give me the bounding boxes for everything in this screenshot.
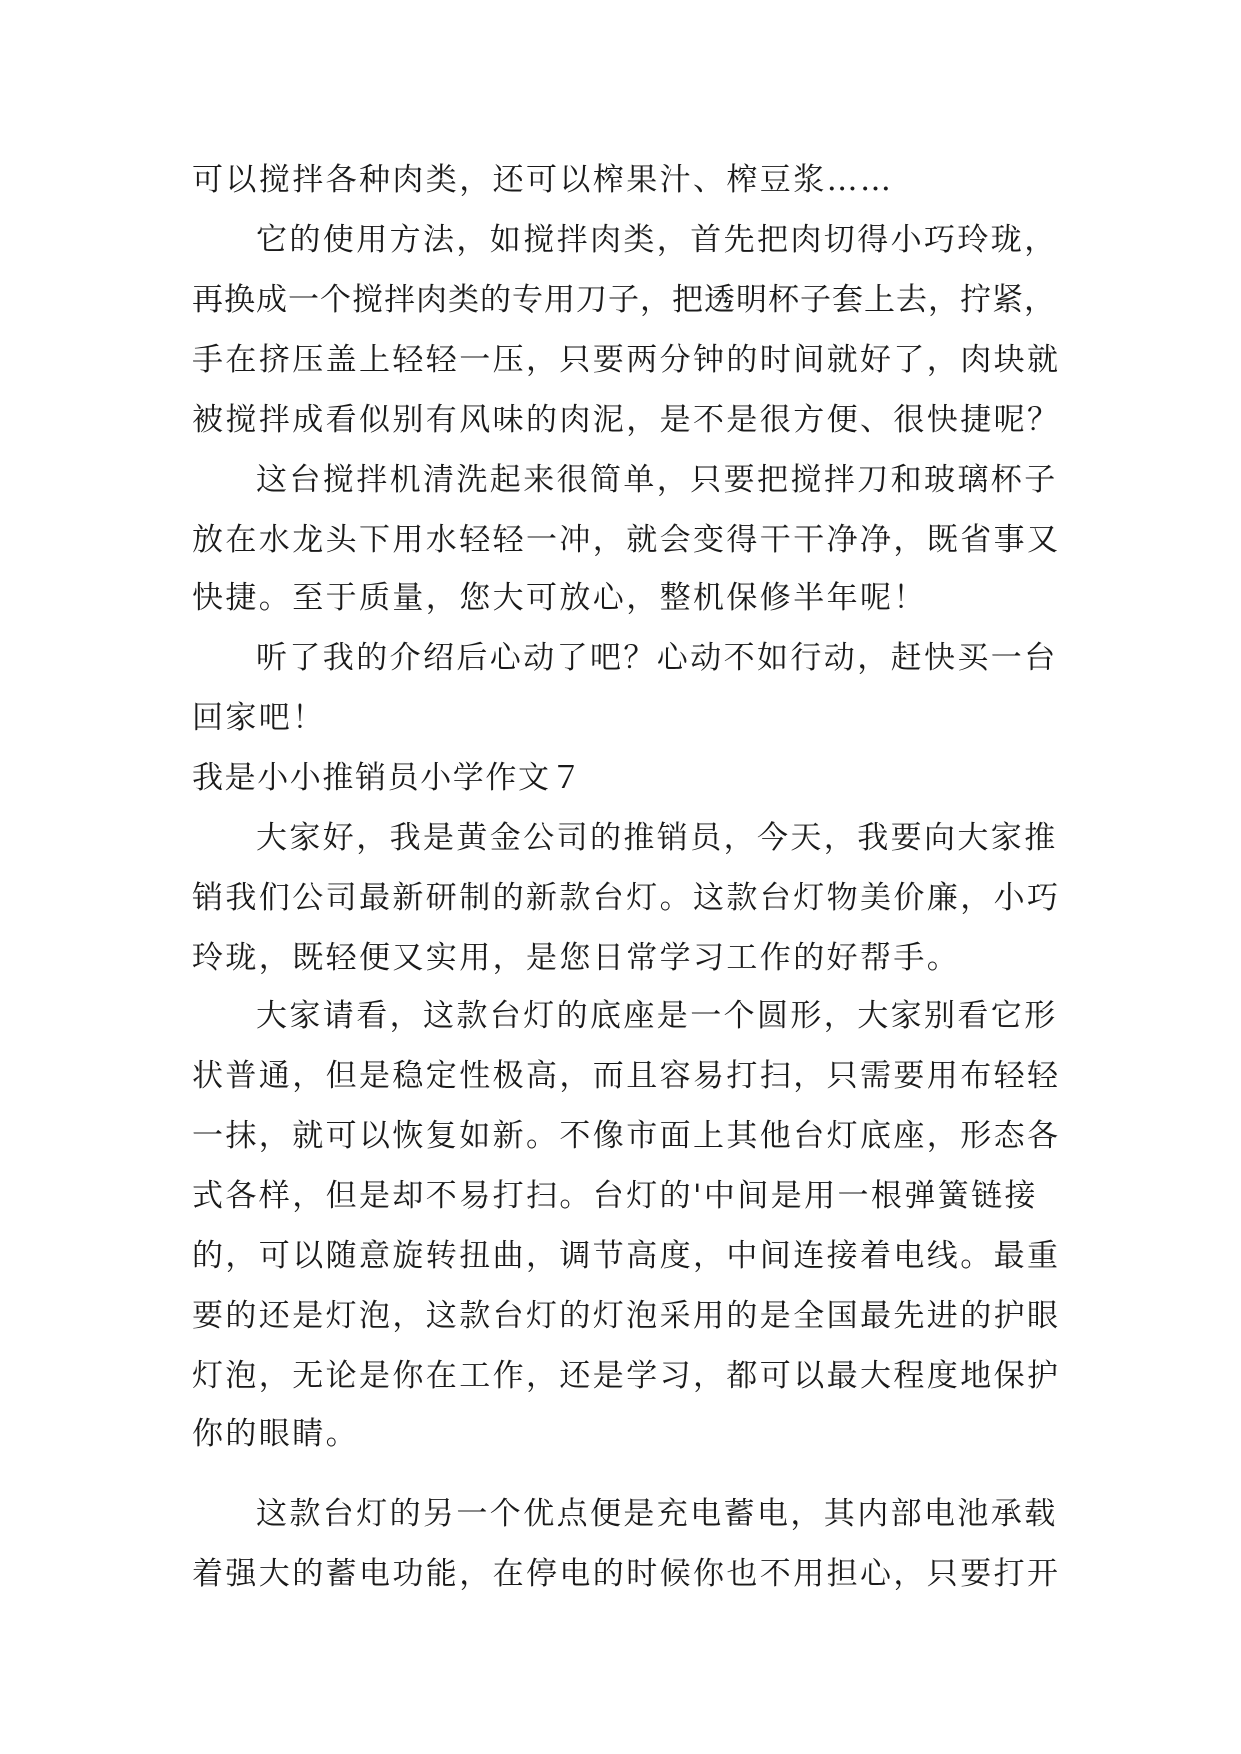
text-line: 被搅拌成看似别有风味的肉泥，是不是很方便、很快捷呢？	[192, 402, 1061, 438]
text-line: 听了我的介绍后心动了吧？心动不如行动，赶快买一台	[256, 640, 1058, 676]
text-line: 可以搅拌各种肉类，还可以榨果汁、榨豆浆……	[192, 162, 894, 198]
text-line: 着强大的蓄电功能，在停电的时候你也不用担心，只要打开	[192, 1556, 1061, 1592]
text-line: 再换成一个搅拌肉类的专用刀子，把透明杯子套上去，拧紧，	[192, 282, 1056, 318]
text-line: 快捷。至于质量，您大可放心，整机保修半年呢！	[192, 580, 927, 616]
text-line: 灯泡，无论是你在工作，还是学习，都可以最大程度地保护	[192, 1358, 1061, 1394]
text-line: 式各样，但是却不易打扫。台灯的'中间是用一根弹簧链接	[192, 1178, 1038, 1214]
text-line: 玲珑，既轻便又实用，是您日常学习工作的好帮手。	[192, 940, 961, 976]
text-line: 这款台灯的另一个优点便是充电蓄电，其内部电池承载	[256, 1496, 1058, 1532]
text-line: 大家好，我是黄金公司的推销员，今天，我要向大家推	[256, 820, 1058, 856]
text-line: 大家请看，这款台灯的底座是一个圆形，大家别看它形	[256, 998, 1058, 1034]
text-line: 一抹，就可以恢复如新。不像市面上其他台灯底座，形态各	[192, 1118, 1061, 1154]
text-line: 回家吧！	[192, 700, 326, 736]
text-line: 状普通，但是稳定性极高，而且容易打扫，只需要用布轻轻	[192, 1058, 1061, 1094]
text-line: 要的还是灯泡，这款台灯的灯泡采用的是全国最先进的护眼	[192, 1298, 1061, 1334]
text-line: 这台搅拌机清洗起来很简单，只要把搅拌刀和玻璃杯子	[256, 462, 1058, 498]
text-line: 放在水龙头下用水轻轻一冲，就会变得干干净净，既省事又	[192, 522, 1061, 558]
section-heading: 我是小小推销员小学作文７	[192, 760, 584, 796]
text-line: 销我们公司最新研制的新款台灯。这款台灯物美价廉，小巧	[192, 880, 1061, 916]
text-line: 你的眼睛。	[192, 1416, 359, 1452]
text-line: 手在挤压盖上轻轻一压，只要两分钟的时间就好了，肉块就	[192, 342, 1061, 378]
text-line: 它的使用方法，如搅拌肉类，首先把肉切得小巧玲珑，	[256, 222, 1058, 258]
text-line: 的，可以随意旋转扭曲，调节高度，中间连接着电线。最重	[192, 1238, 1061, 1274]
